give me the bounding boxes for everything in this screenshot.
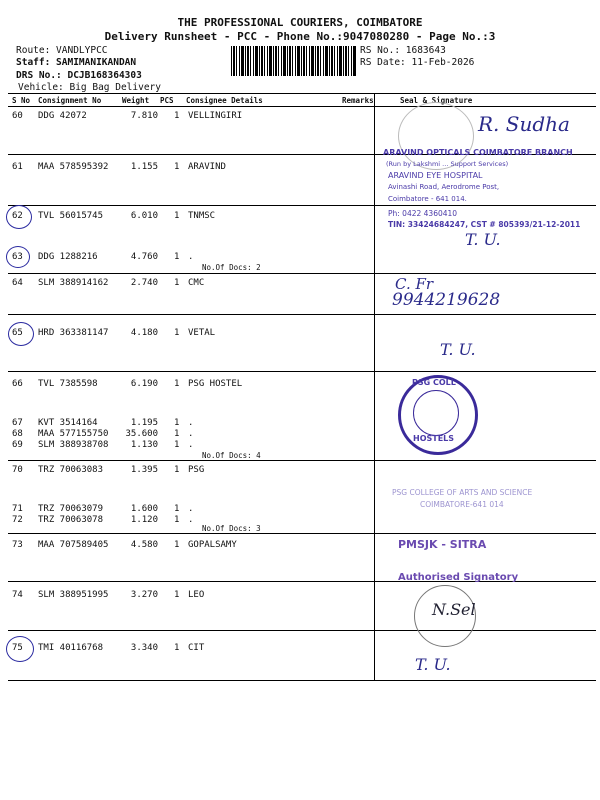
row-consignment: TRZ 70063079 (38, 504, 104, 514)
hand-circle (6, 205, 32, 229)
college-stamp-line2: COIMBATORE-641 014 (420, 500, 504, 509)
row-consignment: TRZ 70063083 (38, 465, 104, 475)
row-consignee: . (188, 429, 194, 439)
row-consignee: VELLINGIRI (188, 111, 243, 121)
row-pcs: 1 (174, 278, 180, 288)
row-consignment: TVL 56015745 (38, 211, 104, 221)
row-weight: 7.810 (130, 111, 158, 121)
row-consignment: TRZ 70063078 (38, 515, 104, 525)
row-weight: 6.190 (130, 379, 158, 389)
row-consignment: SLM 388951995 (38, 590, 109, 600)
row-sno: 63 (12, 252, 23, 262)
row-pcs: 1 (174, 162, 180, 172)
row-sno: 67 (12, 418, 23, 428)
row-pcs: 1 (174, 643, 180, 653)
row-consignee: GOPALSAMY (188, 540, 237, 550)
signature-sudha: R. Sudha (478, 112, 570, 136)
row-sno: 69 (12, 440, 23, 450)
row-pcs: 1 (174, 540, 180, 550)
row-consignment: HRD 363381147 (38, 328, 109, 338)
row-pcs: 1 (174, 379, 180, 389)
row-sno: 70 (12, 465, 23, 475)
stamp-aravind-line4: Avinashi Road, Aerodrome Post, (388, 183, 500, 191)
col-weight: Weight (122, 96, 150, 105)
row-weight: 1.155 (130, 162, 158, 172)
row-consignee: . (188, 252, 194, 262)
stamp-aravind-line6: Ph: 0422 4360410 (388, 209, 458, 218)
row-weight: 4.580 (130, 540, 158, 550)
signature-leo: N.Sel (432, 600, 476, 619)
docs-note: No.Of Docs: 3 (202, 524, 261, 533)
row-pcs: 1 (174, 328, 180, 338)
docs-note: No.Of Docs: 2 (202, 263, 261, 272)
row-sno: 66 (12, 379, 23, 389)
row-consignment: DDG 1288216 (38, 252, 98, 262)
row-consignment: SLM 388938708 (38, 440, 109, 450)
hand-circle (6, 246, 30, 268)
row-pcs: 1 (174, 440, 180, 450)
row-weight: 1.195 (130, 418, 158, 428)
psg-hostel-stamp-inner (413, 390, 459, 436)
docs-note: No.Of Docs: 4 (202, 451, 261, 460)
row-consignee: . (188, 504, 194, 514)
row-consignee: PSG (188, 465, 205, 475)
psg-stamp-top: PSG COLL (412, 378, 456, 387)
row-sno: 71 (12, 504, 23, 514)
row-pcs: 1 (174, 111, 180, 121)
initials-signature: T. U. (465, 230, 501, 249)
row-pcs: 1 (174, 429, 180, 439)
row-consignment: MAA 577155750 (38, 429, 109, 439)
row-consignment: KVT 3514164 (38, 418, 98, 428)
stamp-aravind-line7: TIN: 33424684247, CST # 805393/21-12-2011 (388, 220, 581, 229)
row-consignment: TVL 7385598 (38, 379, 98, 389)
row-sno: 60 (12, 111, 23, 121)
col-pcs: PCS (160, 96, 174, 105)
row-pcs: 1 (174, 418, 180, 428)
hand-circle (6, 636, 34, 662)
row-consignment: DDG 42072 (38, 111, 87, 121)
stamp-aravind-line5: Coimbatore - 641 014. (388, 195, 467, 203)
row-sno: 61 (12, 162, 23, 172)
row-sno: 75 (12, 643, 23, 653)
stamp-aravind-line1: ARAVIND OPTICALS COIMBATORE BRANCH (383, 148, 573, 157)
row-sno: 74 (12, 590, 23, 600)
row-weight: 3.340 (130, 643, 158, 653)
row-sno: 72 (12, 515, 23, 525)
rs-date: RS Date: 11-Feb-2026 (360, 57, 475, 68)
row-pcs: 1 (174, 211, 180, 221)
row-sno: 62 (12, 211, 23, 221)
vehicle: Vehicle: Big Bag Delivery (18, 82, 161, 93)
row-sno: 64 (12, 278, 23, 288)
initials-signature: T. U. (440, 340, 476, 359)
pmsjk-stamp: PMSJK - SITRA (398, 538, 487, 551)
row-consignee: LEO (188, 590, 205, 600)
route: Route: VANDLYPCC (16, 45, 108, 56)
initials-signature: T. U. (415, 655, 451, 674)
row-weight: 6.010 (130, 211, 158, 221)
col-remarks: Remarks (342, 96, 374, 105)
row-consignee: CIT (188, 643, 205, 653)
company-title: THE PROFESSIONAL COURIERS, COIMBATORE (177, 16, 423, 29)
col-consignee: Consignee Details (186, 96, 263, 105)
row-weight: 2.740 (130, 278, 158, 288)
row-consignment: MAA 707589405 (38, 540, 109, 550)
drs-number: DRS No.: DCJB168364303 (16, 70, 142, 81)
row-sno: 73 (12, 540, 23, 550)
signature-scribble: C. Fr (395, 275, 434, 293)
row-pcs: 1 (174, 515, 180, 525)
stamp-aravind-line3: ARAVIND EYE HOSPITAL (388, 171, 483, 180)
row-consignee: . (188, 515, 194, 525)
row-pcs: 1 (174, 252, 180, 262)
rs-number: RS No.: 1683643 (360, 45, 446, 56)
college-stamp-line1: PSG COLLEGE OF ARTS AND SCIENCE (392, 488, 533, 497)
row-consignee: CMC (188, 278, 205, 288)
row-consignee: VETAL (188, 328, 216, 338)
row-consignment: TMI 40116768 (38, 643, 104, 653)
col-sno: S No (12, 96, 31, 105)
row-consignment: SLM 388914162 (38, 278, 109, 288)
row-consignee: PSG HOSTEL (188, 379, 243, 389)
runsheet-subtitle: Delivery Runsheet - PCC - Phone No.:9047080280 - Page No.:3 (104, 30, 496, 43)
row-weight: 3.270 (130, 590, 158, 600)
col-consignment: Consignment No (38, 96, 102, 105)
row-consignee: ARAVIND (188, 162, 226, 172)
staff: Staff: SAMIMANIKANDAN (16, 57, 137, 68)
row-weight: 1.120 (130, 515, 158, 525)
col-seal-signature: Seal & Signature (400, 96, 473, 105)
row-consignee: TNMSC (188, 211, 216, 221)
barcode (231, 46, 356, 76)
row-weight: 1.600 (130, 504, 158, 514)
row-weight: 35.600 (125, 429, 158, 439)
row-weight: 1.130 (130, 440, 158, 450)
stamp-aravind-line2: (Run by Lakshmi ... Support Services) (386, 160, 509, 168)
row-weight: 4.760 (130, 252, 158, 262)
row-sno: 65 (12, 328, 23, 338)
row-consignee: . (188, 418, 194, 428)
row-weight: 1.395 (130, 465, 158, 475)
handwritten-phone: 9944219628 (392, 290, 501, 310)
row-pcs: 1 (174, 504, 180, 514)
row-pcs: 1 (174, 590, 180, 600)
row-consignment: MAA 578595392 (38, 162, 109, 172)
authorised-signatory-stamp: Authorised Signatory (398, 572, 519, 583)
hand-circle (8, 322, 34, 346)
psg-stamp-bottom: HOSTELS (413, 434, 455, 443)
row-consignee: . (188, 440, 194, 450)
row-sno: 68 (12, 429, 23, 439)
row-pcs: 1 (174, 465, 180, 475)
row-weight: 4.180 (130, 328, 158, 338)
